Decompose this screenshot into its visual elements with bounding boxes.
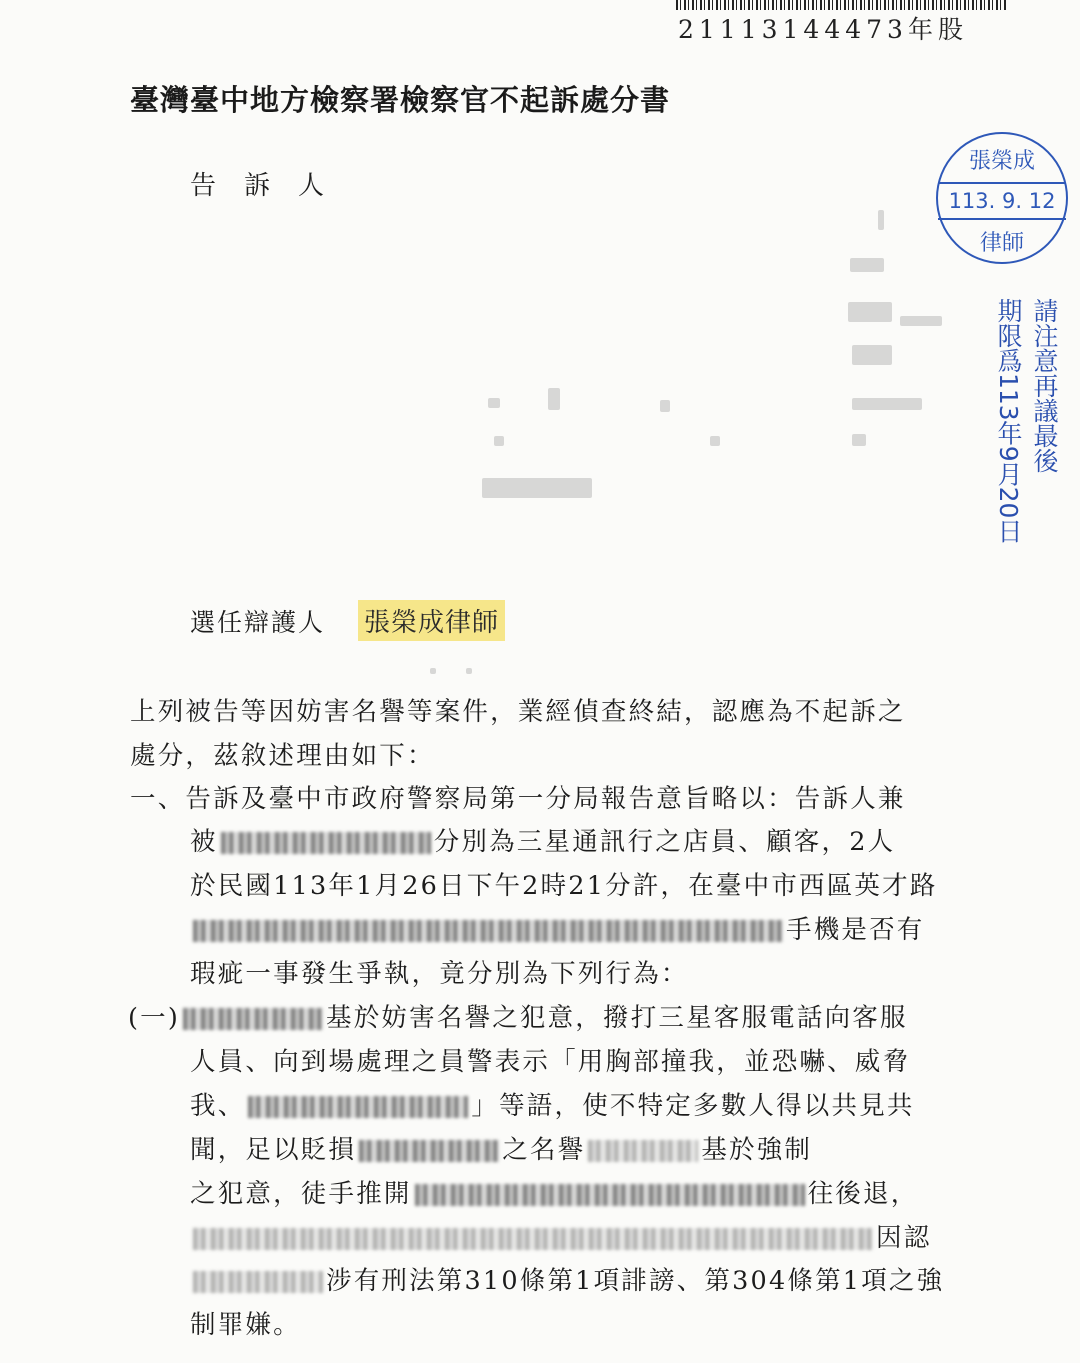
body-line-6 <box>190 910 925 946</box>
redaction-blur <box>183 1008 323 1030</box>
body-line-12 <box>190 1174 918 1210</box>
stamp-name: 張榮成 <box>968 149 1035 174</box>
case-serial-number: 21113144473年股 <box>678 15 968 44</box>
stamp-role: 律師 <box>979 231 1024 256</box>
text-fragment: 因認 <box>876 1223 932 1253</box>
redaction-blur <box>193 920 783 942</box>
body-line-15: 制罪嫌。 <box>190 1310 301 1340</box>
handwritten-note-column-1: 請注意再議最後 <box>1030 298 1059 473</box>
redaction-blur <box>588 1140 698 1162</box>
text-fragment: 基於強制 <box>701 1135 813 1165</box>
body-line-13 <box>190 1218 931 1254</box>
text-fragment: 聞，足以貶損 <box>190 1135 357 1165</box>
defender-label: 選任辯護人 <box>190 608 326 637</box>
text-fragment: 涉有刑法第310條第1項誹謗、第304條第1項之強 <box>326 1266 945 1296</box>
text-fragment: 手機是否有 <box>786 915 925 945</box>
text-fragment: 被 <box>190 827 218 857</box>
body-line-9: 人員、向到場處理之員警表示「用胸部撞我，並恐嚇、威脅 <box>190 1047 911 1077</box>
body-line-7: 瑕疵一事發生爭執，竟分別為下列行為： <box>190 959 689 989</box>
redaction-blur <box>221 832 431 854</box>
body-line-3: 一、告訴及臺中市政府警察局第一分局報告意旨略以：告訴人兼 <box>130 784 906 814</box>
redaction-blur <box>193 1228 873 1250</box>
redaction-blur <box>359 1140 499 1162</box>
text-fragment: 之名譽 <box>502 1135 586 1165</box>
document-title: 臺灣臺中地方檢察署檢察官不起訴處分書 <box>130 83 671 117</box>
defender-name-highlighted: 張榮成律師 <box>358 600 505 641</box>
text-fragment: 之犯意，徒手推開 <box>190 1179 412 1209</box>
text-fragment: 我、 <box>190 1091 246 1121</box>
stamp-date: 113. 9. 12 <box>938 182 1066 220</box>
body-line-11 <box>190 1130 812 1166</box>
barcode <box>676 0 1006 10</box>
body-line-2: 處分，茲敘述理由如下： <box>130 741 435 771</box>
redaction-blur <box>193 1271 323 1293</box>
body-line-1: 上列被告等因妨害名譽等案件，業經偵查終結，認應為不起訴之 <box>130 697 906 727</box>
body-line-5: 於民國113年1月26日下午2時21分許，在臺中市西區英才路 <box>190 871 938 901</box>
complainant-label: 告訴人 <box>190 171 353 201</box>
body-line-14 <box>190 1261 944 1297</box>
text-fragment: 往後退， <box>807 1179 919 1209</box>
text-fragment: 分別為三星通訊行之店員、顧客，2人 <box>433 827 896 857</box>
body-line-4 <box>190 822 895 858</box>
text-fragment: 」等語，使不特定多數人得以共見共 <box>471 1091 915 1121</box>
body-line-8 <box>128 998 908 1034</box>
body-line-10 <box>190 1086 915 1122</box>
lawyer-received-stamp <box>936 132 1068 264</box>
text-fragment: (一) <box>128 1003 180 1033</box>
redaction-blur <box>415 1184 805 1206</box>
text-fragment: 基於妨害名譽之犯意，撥打三星客服電話向客服 <box>326 1003 908 1033</box>
handwritten-note-column-2: 期限爲113年9月20日 <box>994 298 1023 544</box>
redaction-blur <box>248 1096 468 1118</box>
